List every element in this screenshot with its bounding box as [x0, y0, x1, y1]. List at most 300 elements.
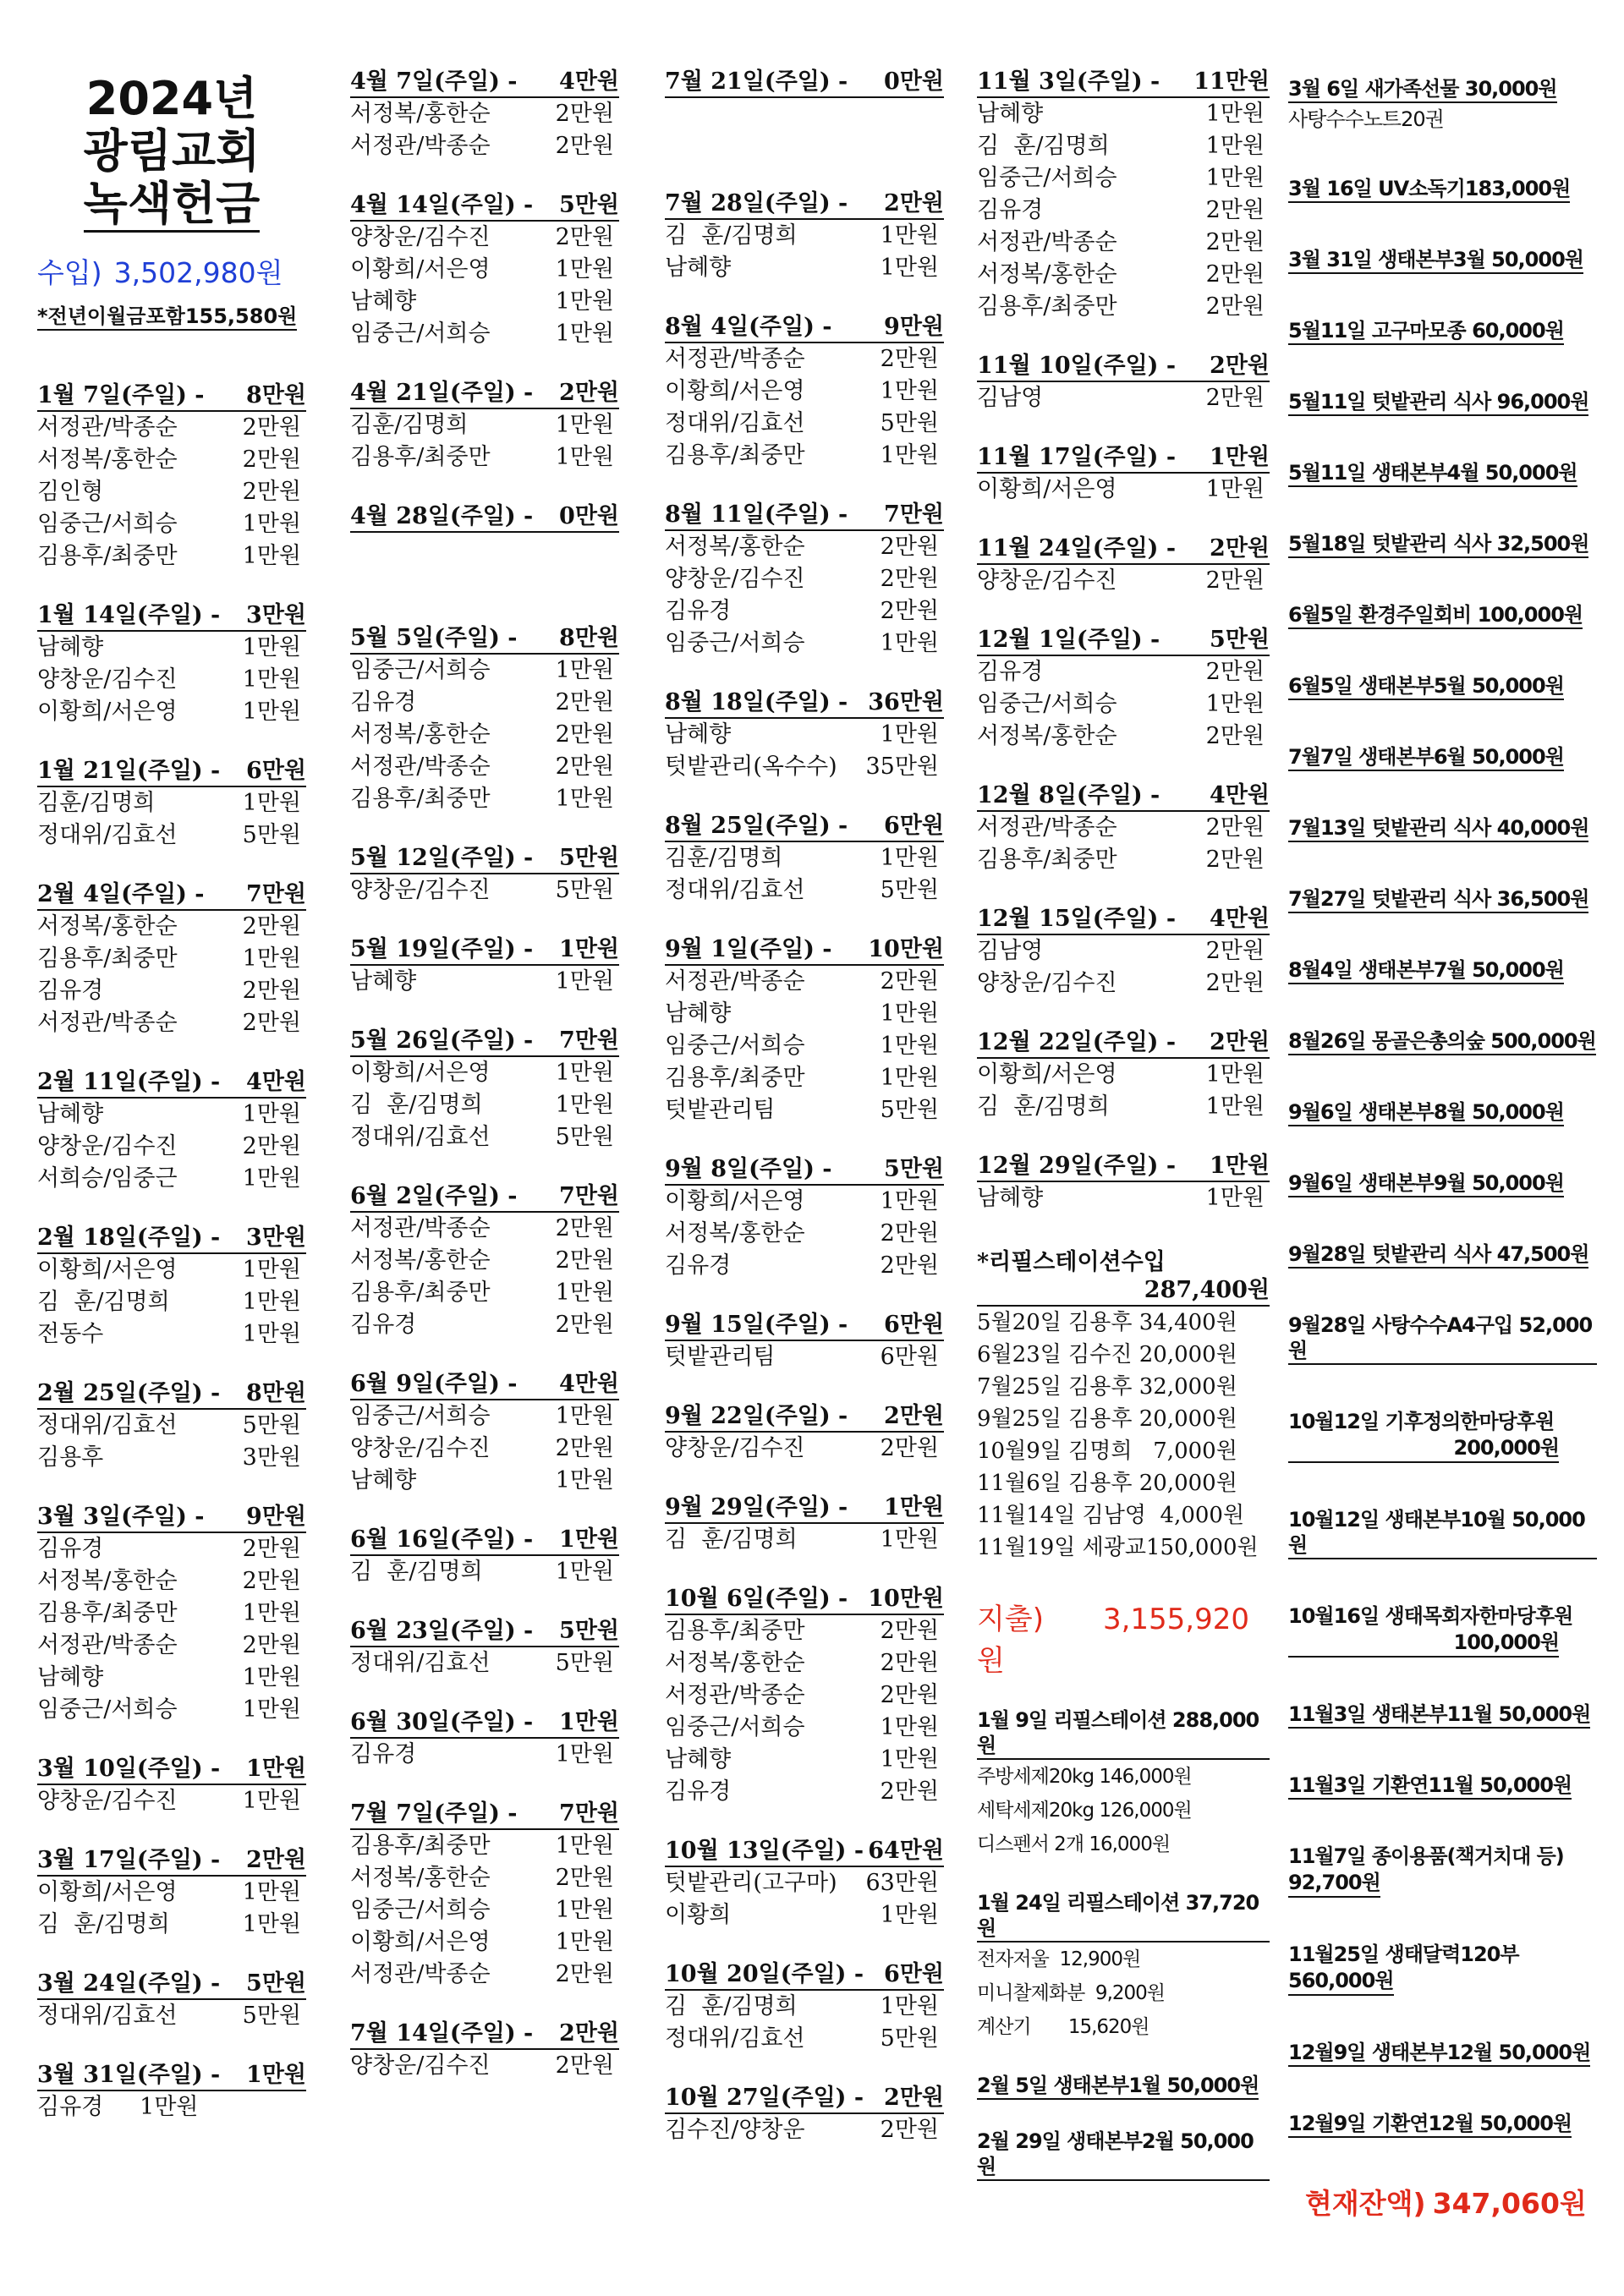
donation-amount: 1만원: [242, 699, 301, 725]
offering-total: 4만원: [559, 1371, 619, 1397]
offering-group: [977, 443, 1270, 506]
offering-group: [350, 1027, 619, 1153]
donation-amount: 1만원: [880, 442, 939, 469]
offering-row: [977, 259, 1270, 291]
offering-row: [37, 1597, 306, 1630]
offering-row: [665, 563, 944, 595]
donation-amount: 1만원: [555, 1060, 614, 1086]
offering-date-header: [37, 757, 306, 787]
offering-total: 7만원: [246, 881, 306, 907]
donation-amount: 2만원: [880, 1778, 939, 1805]
donation-amount: 2만원: [555, 1961, 614, 1987]
expense-entry: 5월18일 텃밭관리 식사 32,500원: [1288, 531, 1588, 558]
donation-amount: 2만원: [555, 1215, 614, 1241]
offering-date-header: [977, 443, 1270, 474]
donor-name: 양창운/김수진: [977, 970, 1117, 996]
offering-row: [977, 935, 1270, 967]
offering-row: [37, 1254, 306, 1286]
offering-row: [37, 1694, 306, 1726]
offering-date-header: [665, 1837, 944, 1867]
donor-name: 남혜향: [37, 634, 104, 660]
donor-name: 남혜향: [665, 255, 732, 281]
offering-date-header: [665, 68, 944, 98]
donor-name: 김 훈/김명희: [977, 1093, 1110, 1120]
donation-amount: 2만원: [555, 721, 614, 748]
offering-total: 10만원: [868, 936, 944, 962]
donor-name: 김용후/최중만: [665, 442, 805, 469]
offering-total: 2만원: [884, 1403, 944, 1429]
column-3: [665, 68, 944, 2175]
offering-row: [37, 1007, 306, 1039]
offering-group: [37, 1755, 306, 1817]
donor-name: 양창운/김수진: [350, 2052, 491, 2079]
donor-name: 김용후/최중만: [977, 847, 1117, 873]
offering-group: [350, 624, 619, 815]
offering-group: [37, 1846, 306, 1941]
offering-group: [665, 812, 944, 907]
offering-total: 7만원: [559, 1800, 619, 1827]
offering-group: [37, 1503, 306, 1726]
offering-row: [350, 1862, 619, 1894]
offering-date: 12월 8일(주일) -: [977, 782, 1160, 808]
donor-name: 김유경 1만원: [37, 2094, 199, 2120]
donation-amount: 1만원: [555, 1929, 614, 1955]
expense-entry: [1288, 76, 1597, 132]
donor-name: 서정복/홍한순: [37, 1568, 178, 1594]
expense-entry: 12월9일 기환연12월 50,000원: [1288, 2111, 1572, 2138]
refill-section: [977, 1243, 1270, 1564]
offering-row: [37, 819, 306, 852]
offering-group: [665, 2084, 944, 2146]
offering-group: [665, 1960, 944, 2055]
offering-row: [977, 291, 1270, 323]
expense-entry: 8월26일 몽골은총의숲 500,000원: [1288, 1028, 1596, 1055]
offering-date: 8월 25일(주일) -: [665, 813, 848, 839]
offering-row: [665, 1341, 944, 1373]
blank-space: [350, 533, 619, 595]
donor-name: 김용후/최중만: [350, 786, 491, 812]
offering-total: 1만원: [559, 936, 619, 962]
donation-amount: 2만원: [555, 133, 614, 159]
donor-name: 김 훈/김명희: [350, 1092, 483, 1118]
donation-amount: 1만원: [555, 657, 614, 683]
offering-group: [665, 1311, 944, 1373]
offering-row: [350, 1245, 619, 1277]
expense-detail: 세탁세제20kg 126,000원: [977, 1800, 1192, 1822]
donation-amount: 2만원: [1205, 970, 1265, 996]
offering-row: [665, 1250, 944, 1282]
donor-name: 김 훈/김명희: [665, 222, 798, 249]
offering-total: 64만원: [868, 1838, 944, 1864]
donor-name: 김유경: [665, 1252, 732, 1279]
expense-entry-note: 사탕수수노트20권: [1288, 107, 1444, 131]
offering-total: 8만원: [559, 625, 619, 651]
offering-total: 6만원: [246, 758, 306, 784]
donation-amount: 2만원: [242, 479, 301, 505]
offering-group: [665, 313, 944, 472]
donor-name: 임중근/서희승: [665, 1033, 805, 1059]
offering-row: [37, 696, 306, 728]
donor-name: 텃밭관리팀: [665, 1097, 776, 1123]
offering-row: [665, 966, 944, 998]
offering-row: [350, 1121, 619, 1153]
offering-date-header: [977, 626, 1270, 656]
donor-name: 서정관/박종순: [665, 346, 805, 372]
offering-row: [37, 412, 306, 444]
offering-row: [665, 252, 944, 284]
donation-amount: 1만원: [555, 1741, 614, 1767]
offering-date-header: [350, 935, 619, 966]
offering-row: [665, 2114, 944, 2146]
offering-row: [350, 1647, 619, 1680]
donor-name: 김용후/최중만: [37, 1600, 178, 1626]
donor-name: 김 훈/김명희: [37, 1911, 170, 1937]
expense-entry: 5월11일 텃밭관리 식사 96,000원: [1288, 389, 1588, 416]
offering-group: [665, 1837, 944, 1932]
donation-amount: 2만원: [1205, 659, 1265, 685]
offering-group: [37, 1224, 306, 1351]
offering-date: 11월 10일(주일) -: [977, 353, 1177, 379]
donor-name: 김남영: [977, 938, 1044, 964]
donation-amount: 1만원: [880, 1526, 939, 1553]
income-label: 수입): [37, 256, 102, 289]
donor-name: 서정복/홍한순: [350, 101, 491, 127]
offering-row: [665, 1094, 944, 1126]
donor-name: 김유경: [977, 197, 1044, 223]
balance-summary: [1288, 2182, 1597, 2222]
donation-amount: 1만원: [555, 288, 614, 315]
offering-total: 1만원: [559, 1526, 619, 1553]
expense-entry-title: 3월 6일 새가족선물 30,000원: [1288, 76, 1557, 103]
donor-name: 김 훈/김명희: [665, 1993, 798, 2019]
expense-detail: 주방세제20kg 146,000원: [977, 1766, 1192, 1788]
donation-amount: 63만원: [865, 1870, 939, 1896]
offering-group: [977, 1028, 1270, 1123]
donation-amount: 2만원: [1205, 197, 1265, 223]
donation-amount: 1만원: [880, 845, 939, 871]
offering-total: 0만원: [559, 503, 619, 529]
offering-group: [977, 626, 1270, 753]
donor-name: 김용후/최중만: [350, 444, 491, 470]
offering-row: [350, 687, 619, 719]
donor-name: 서정복/홍한순: [665, 534, 805, 560]
offering-row: [665, 440, 944, 472]
donation-amount: 5만원: [242, 822, 301, 848]
offering-date-header: [350, 2019, 619, 2050]
expense-entry-amount: 92,700원: [1288, 1869, 1380, 1898]
offering-date: 10월 13일(주일) -: [665, 1838, 864, 1864]
offering-row: [37, 1533, 306, 1565]
offering-date: 10월 20일(주일) -: [665, 1961, 864, 1987]
column-4: [977, 68, 1270, 2181]
donation-amount: 2만원: [242, 1632, 301, 1658]
offering-date: 12월 1일(주일) -: [977, 627, 1160, 653]
offering-row: [350, 1556, 619, 1588]
offering-row: [37, 476, 306, 508]
expense-entry: 6월5일 환경주일회비 100,000원: [1288, 602, 1583, 629]
expense-title: 1월 24일 리필스테이션 37,720원: [977, 1890, 1270, 1943]
donation-amount: 1만원: [242, 1696, 301, 1723]
income-amount: 3,502,980원: [113, 256, 283, 289]
donor-name: 김용후/최중만: [665, 1618, 805, 1644]
offering-date-header: [350, 502, 619, 533]
offering-row: [37, 632, 306, 664]
expense-entry: 7월13일 텃밭관리 식사 40,000원: [1288, 815, 1588, 842]
offering-date: 5월 26일(주일) -: [350, 1027, 534, 1054]
offering-date: 12월 15일(주일) -: [977, 906, 1177, 932]
donation-amount: 1만원: [242, 543, 301, 569]
donation-amount: 1만원: [880, 1065, 939, 1091]
donor-name: 김유경: [37, 1536, 104, 1562]
offering-group: [665, 1585, 944, 1808]
expense-detail: 계산기 15,620원: [977, 2016, 1149, 2038]
offering-date-header: [665, 1155, 944, 1186]
offering-row: [665, 375, 944, 408]
offering-row: [37, 1662, 306, 1694]
donor-name: 서정복/홍한순: [665, 1220, 805, 1247]
offering-date: 8월 11일(주일) -: [665, 501, 848, 528]
donor-name: 이황희/서은영: [665, 1188, 805, 1214]
offering-row: [977, 1091, 1270, 1123]
offering-total: 1만원: [1210, 1153, 1270, 1179]
offering-date: 3월 3일(주일) -: [37, 1504, 205, 1530]
refill-row: 11월6일 김용후 20,000원: [977, 1471, 1237, 1496]
offering-row: [350, 1309, 619, 1341]
offering-date-header: [665, 812, 944, 842]
donation-amount: 1만원: [880, 1033, 939, 1059]
donation-amount: 2만원: [242, 1536, 301, 1562]
offering-date: 5월 5일(주일) -: [350, 625, 518, 651]
offering-date: 7월 14일(주일) -: [350, 2020, 534, 2047]
donor-name: 김 훈/김명희: [977, 133, 1110, 159]
offering-row: [977, 162, 1270, 195]
offering-total: 6만원: [884, 1312, 944, 1338]
offering-date-header: [665, 501, 944, 531]
donor-name: 정대위/김효선: [665, 877, 805, 903]
offering-total: 36만원: [868, 689, 944, 715]
offering-date: 6월 2일(주일) -: [350, 1183, 518, 1209]
donation-amount: 2만원: [880, 598, 939, 624]
offering-date: 4월 7일(주일) -: [350, 68, 518, 95]
expense-entry: 9월6일 생태본부9월 50,000원: [1288, 1170, 1564, 1197]
offering-row: [37, 1785, 306, 1817]
donation-amount: 2만원: [880, 1252, 939, 1279]
refill-row: 6월23일 김수진 20,000원: [977, 1342, 1237, 1367]
donation-amount: 1만원: [555, 968, 614, 995]
donation-amount: 1만원: [880, 1902, 939, 1928]
offering-total: 8만원: [246, 382, 306, 408]
offering-row: [37, 2091, 306, 2123]
donor-name: 김용후/최중만: [665, 1065, 805, 1091]
donation-amount: 2만원: [1205, 567, 1265, 594]
expense-entry: [1288, 1409, 1597, 1463]
donation-amount: 2만원: [1205, 938, 1265, 964]
offering-date-header: [665, 313, 944, 343]
donation-amount: 1만원: [242, 1321, 301, 1347]
offering-row: [37, 1163, 306, 1195]
offering-row: [665, 1712, 944, 1744]
offering-group: [665, 1155, 944, 1282]
offering-total: 0만원: [884, 68, 944, 95]
title-main: 녹색헌금: [84, 178, 261, 233]
donation-amount: 1만원: [880, 378, 939, 404]
donor-name: 서정복/홍한순: [350, 1865, 491, 1891]
offering-total: 3만원: [246, 1225, 306, 1251]
donation-amount: 2만원: [880, 1618, 939, 1644]
offering-row: [350, 1213, 619, 1245]
offering-group: [665, 935, 944, 1126]
offering-date-header: [37, 1503, 306, 1533]
offering-total: 10만원: [868, 1586, 944, 1612]
offering-row: [977, 474, 1270, 506]
offering-date: 9월 22일(주일) -: [665, 1403, 848, 1429]
offering-group: [977, 534, 1270, 597]
offering-row: [37, 1099, 306, 1131]
donor-name: 임중근/서희승: [350, 1403, 491, 1429]
expense-title: 2월 29일 생태본부2월 50,000원: [977, 2129, 1270, 2181]
expense-entry: 7월27일 텃밭관리 식사 36,500원: [1288, 886, 1588, 913]
offering-date: 8월 18일(주일) -: [665, 689, 848, 715]
donor-name: 서정복/홍한순: [350, 721, 491, 748]
donation-amount: 1만원: [555, 321, 614, 347]
donation-amount: 5만원: [555, 1124, 614, 1150]
offering-group: [665, 68, 944, 161]
offering-row: [665, 1615, 944, 1647]
offering-row: [350, 1277, 619, 1309]
donor-name: 김 훈/김명희: [37, 1289, 170, 1315]
offering-group: [665, 1493, 944, 1556]
expense-detail: 전자저울 12,900원: [977, 1948, 1141, 1970]
offering-row: [665, 595, 944, 627]
donation-amount: 1만원: [1205, 133, 1265, 159]
donor-name: 임중근/서희승: [665, 1714, 805, 1740]
income-note: *전년이월금포함155,580원: [37, 299, 297, 331]
refill-row: 11월19일 세광교150,000원: [977, 1535, 1259, 1560]
offering-total: 4만원: [1210, 782, 1270, 808]
donor-name: 정대위/김효선: [37, 822, 178, 848]
donor-name: 임중근/서희승: [350, 1897, 491, 1923]
offering-total: 1만원: [884, 1494, 944, 1521]
donor-name: 양창운/김수진: [665, 1435, 805, 1461]
offering-group: [665, 688, 944, 783]
offering-row: [977, 812, 1270, 844]
offering-row: [350, 1433, 619, 1465]
offering-date-header: [37, 2061, 306, 2091]
donor-name: 김유경: [350, 689, 417, 715]
donor-name: 남혜향: [37, 1664, 104, 1690]
offering-date: 6월 9일(주일) -: [350, 1371, 518, 1397]
offering-date-header: [665, 1311, 944, 1341]
donor-name: 남혜향: [665, 1000, 732, 1027]
offering-total: 4만원: [1210, 906, 1270, 932]
donation-amount: 1만원: [880, 1714, 939, 1740]
donor-name: 서정복/홍한순: [350, 1247, 491, 1274]
offering-date-header: [350, 1526, 619, 1556]
donation-amount: 1만원: [1205, 476, 1265, 502]
expense-entry: 3월 31일 생태본부3월 50,000원: [1288, 247, 1583, 274]
donation-amount: 1만원: [880, 1188, 939, 1214]
offering-date: 8월 4일(주일) -: [665, 314, 832, 340]
donation-amount: 1만원: [555, 786, 614, 812]
donor-name: 김용후: [37, 1444, 104, 1471]
donor-name: 서정복/홍한순: [665, 1650, 805, 1676]
offering-total: 9만원: [246, 1504, 306, 1530]
offering-date-header: [977, 1152, 1270, 1182]
offering-row: [350, 1959, 619, 1991]
offering-row: [665, 1524, 944, 1556]
offering-total: 5만원: [559, 1618, 619, 1644]
offering-total: 11만원: [1193, 68, 1270, 95]
donation-amount: 1만원: [242, 511, 301, 537]
offering-total: 2만원: [246, 1847, 306, 1873]
offering-total: 6만원: [884, 813, 944, 839]
offering-row: [37, 1877, 306, 1909]
offering-date: 2월 25일(주일) -: [37, 1380, 221, 1406]
offering-date: 1월 14일(주일) -: [37, 602, 221, 628]
offering-group: [977, 781, 1270, 876]
expense-item: [977, 1679, 1270, 1861]
donor-name: 서정관/박종순: [977, 814, 1117, 841]
offering-date-header: [665, 1585, 944, 1615]
offering-row: [37, 787, 306, 819]
offering-date: 6월 23일(주일) -: [350, 1618, 534, 1644]
offering-row: [37, 1410, 306, 1442]
offering-group: [350, 1370, 619, 1497]
donation-amount: 35만원: [865, 753, 939, 780]
donation-amount: 2만원: [555, 224, 614, 250]
offering-row: [977, 688, 1270, 721]
expense-entry-amount: 100,000원: [1288, 1629, 1559, 1658]
donor-name: 이황희/서은영: [350, 256, 491, 282]
offering-row: [350, 409, 619, 441]
donor-name: 김수진/양창운: [665, 2117, 805, 2143]
donation-amount: 2만원: [880, 1650, 939, 1676]
donation-amount: 1만원: [242, 666, 301, 693]
offering-row: [350, 751, 619, 783]
donor-name: 정대위/김효선: [350, 1650, 491, 1676]
offering-date: 3월 17일(주일) -: [37, 1847, 221, 1873]
donor-name: 이황희/서은영: [977, 476, 1117, 502]
donation-amount: 1만원: [555, 1467, 614, 1493]
donation-amount: 1만원: [1205, 1185, 1265, 1211]
offering-total: 2만원: [559, 380, 619, 406]
donor-name: 김유경: [350, 1312, 417, 1338]
donation-amount: 1만원: [242, 1165, 301, 1192]
donation-amount: 1만원: [242, 1664, 301, 1690]
donation-amount: 1만원: [880, 1993, 939, 2019]
offering-date-header: [37, 601, 306, 632]
donation-amount: 1만원: [880, 222, 939, 249]
offering-total: 5만원: [559, 192, 619, 218]
donor-name: 김용후/최중만: [350, 1833, 491, 1859]
expense-entry-amount: 200,000원: [1288, 1434, 1559, 1463]
offering-group: [350, 1617, 619, 1680]
offering-group: [350, 935, 619, 998]
offering-row: [350, 1465, 619, 1497]
offering-group: [37, 880, 306, 1039]
donation-amount: 1만원: [242, 1101, 301, 1127]
donation-amount: 1만원: [555, 1833, 614, 1859]
offering-group: [350, 1708, 619, 1771]
donation-amount: 2만원: [242, 414, 301, 441]
donor-name: 양창운/김수진: [37, 1133, 178, 1159]
donation-amount: 2만원: [880, 346, 939, 372]
donor-name: 서정관/박종순: [350, 1961, 491, 1987]
expense-summary: [977, 1596, 1270, 1679]
donation-amount: 2만원: [242, 447, 301, 473]
expense-detail: 디스펜서 2개 16,000원: [977, 1833, 1171, 1855]
offering-row: [665, 1991, 944, 2023]
